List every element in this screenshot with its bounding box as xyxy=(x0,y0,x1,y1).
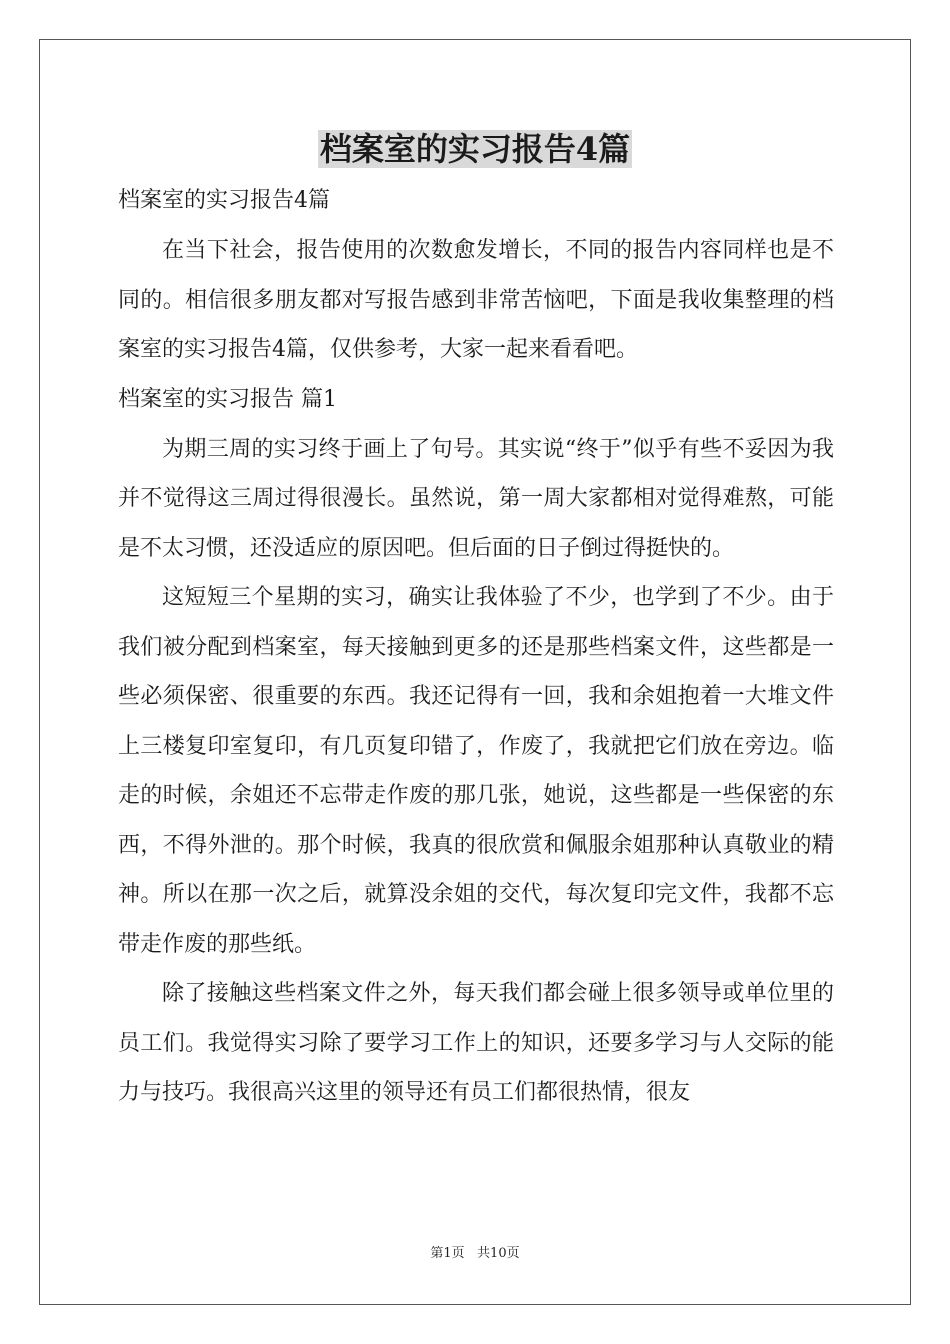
body-paragraph-1: 为期三周的实习终于画上了句号。其实说“终于”似乎有些不妥因为我并不觉得这三周过得很漫长。虽然说，第一周大家都相对觉得难熬，可能是不太习惯，还没适应的原因吧。但后面的日子倒过得挺快的。 xyxy=(118,436,834,561)
body-paragraph-3: 除了接触这些档案文件之外，每天我们都会碰上很多领导或单位里的员工们。我觉得实习除了要学习工作上的知识，还要多学习与人交际的能力与技巧。我很高兴这里的领导还有员工们都很热情，很友 xyxy=(118,981,834,1105)
document-subtitle: 档案室的实习报告4篇 xyxy=(118,188,330,213)
document-title-text: 档案室的实习报告4篇 xyxy=(319,130,631,168)
document-title xyxy=(0,126,950,172)
document-body xyxy=(118,176,834,1118)
page-number-footer: 第1页 共10页 xyxy=(430,1246,520,1261)
intro-paragraph: 在当下社会，报告使用的次数愈发增长，不同的报告内容同样也是不同的。相信很多朋友都对写报告感到非常苦恼吧，下面是我收集整理的档案室的实习报告4篇，仅供参考，大家一起来看看吧。 xyxy=(118,238,834,362)
section-heading: 档案室的实习报告 篇1 xyxy=(118,386,337,412)
body-paragraph-2: 这短短三个星期的实习，确实让我体验了不少，也学到了不少。由于我们被分配到档案室，每天接触到更多的还是那些档案文件，这些都是一些必须保密、很重要的东西。我还记得有一回，我和余姐抱着一大堆文件上三楼复印室复印，有几页复印错了，作废了，我就把它们放在旁边。临走的时候，余姐还不忘带走作废的那几张，她说，这些都是一些保密的东西，不得外泄的。那个时候，我真的很欣赏和佩服余姐那种认真敬业的精神。所以在那一次之后，就算没余姐的交代，每次复印完文件，我都不忘带走作废的那些纸。 xyxy=(118,585,834,957)
